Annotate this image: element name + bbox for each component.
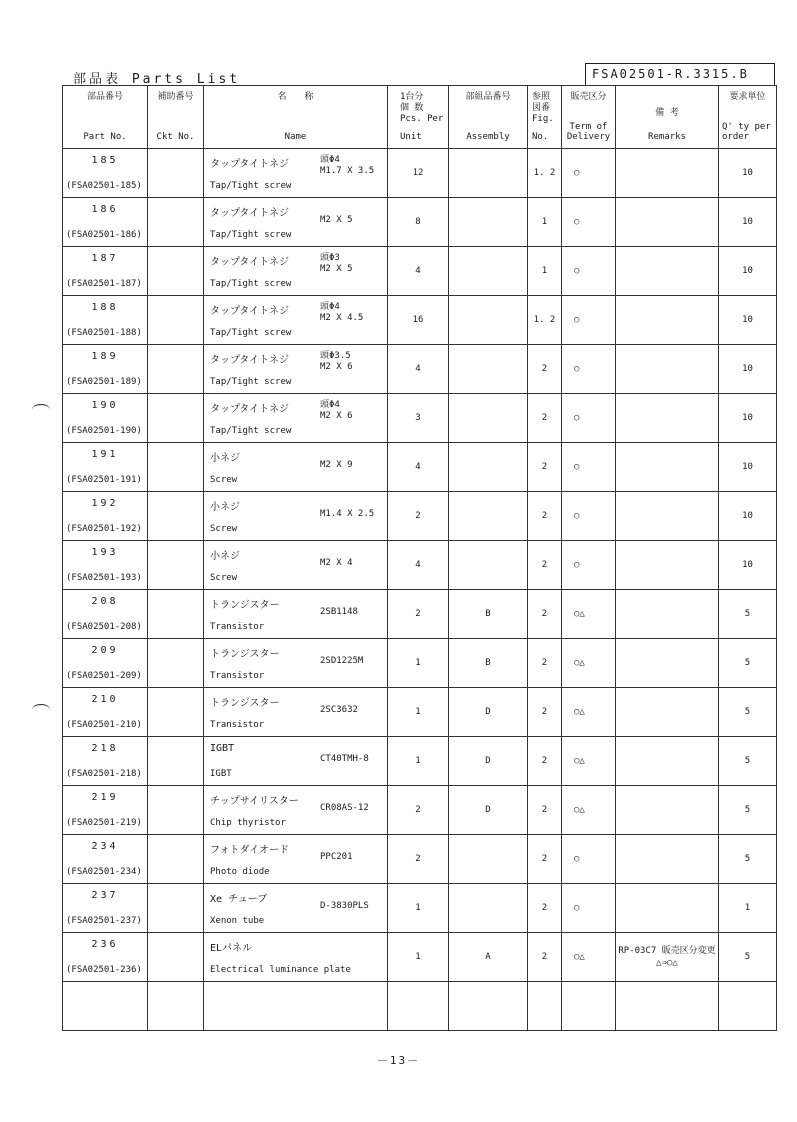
col-qty: 要求単位 Q' ty per order xyxy=(719,86,777,149)
col-pcs: 1台分 個 数 Pcs. Per Unit xyxy=(388,86,449,149)
qty-cell: 5 xyxy=(719,933,777,982)
name-cell xyxy=(204,296,388,345)
table-row xyxy=(63,394,777,443)
part-code: (FSA02501-187) xyxy=(66,279,142,289)
page-title: 部品表 Parts List xyxy=(73,72,241,87)
col-ckt-no: 補助番号 Ckt No. xyxy=(148,86,204,149)
assembly-cell xyxy=(449,198,528,247)
qty-cell: 5 xyxy=(719,737,777,786)
part-number-cell xyxy=(63,982,148,1031)
part-code: (FSA02501-191) xyxy=(66,475,142,485)
table-row xyxy=(63,443,777,492)
term-cell: ○ xyxy=(562,835,616,884)
assembly-cell xyxy=(449,247,528,296)
name-jp: トランジスター xyxy=(210,600,280,611)
part-code: (FSA02501-209) xyxy=(66,671,142,681)
table-row xyxy=(63,737,777,786)
part-code: (FSA02501-185) xyxy=(66,181,142,191)
part-code: (FSA02501-188) xyxy=(66,328,142,338)
part-code: (FSA02501-208) xyxy=(66,622,142,632)
document-number: FSA02501-R.3315.B xyxy=(585,63,775,85)
qty-cell xyxy=(719,982,777,1031)
remarks-cell xyxy=(616,198,719,247)
table-row xyxy=(63,345,777,394)
name-jp: 小ネジ xyxy=(210,551,240,562)
name-jp: チップサイリスター xyxy=(210,796,299,807)
name-en: Tap/Tight screw xyxy=(210,279,292,289)
name-jp: ELパネル xyxy=(210,943,253,954)
name-spec: CT40TMH-8 xyxy=(320,754,369,764)
col-term: 販売区分 Term of Delivery xyxy=(562,86,616,149)
name-spec: 頭Φ3 M2 X 5 xyxy=(320,253,353,274)
ckt-no-cell xyxy=(148,737,204,786)
name-cell xyxy=(204,443,388,492)
part-code: (FSA02501-234) xyxy=(66,867,142,877)
fig-cell: 1. 2 xyxy=(528,149,562,198)
part-number: 186 xyxy=(91,204,119,215)
remarks-cell xyxy=(616,982,719,1031)
fig-cell: 2 xyxy=(528,443,562,492)
fig-cell: 1 xyxy=(528,247,562,296)
ckt-no-cell xyxy=(148,688,204,737)
fig-cell: 2 xyxy=(528,345,562,394)
name-jp: Xe チューブ xyxy=(210,894,268,905)
name-jp: IGBT xyxy=(210,743,235,754)
name-cell xyxy=(204,247,388,296)
part-number-cell xyxy=(63,590,148,639)
name-en: Tap/Tight screw xyxy=(210,230,292,240)
part-number-cell xyxy=(63,345,148,394)
table-row xyxy=(63,590,777,639)
qty-cell: 10 xyxy=(719,492,777,541)
name-jp: フォトダイオード xyxy=(210,845,289,856)
table-row xyxy=(63,247,777,296)
pcs-cell: 2 xyxy=(388,492,449,541)
name-cell xyxy=(204,345,388,394)
name-jp: 小ネジ xyxy=(210,502,240,513)
fig-cell: 2 xyxy=(528,492,562,541)
part-number: 191 xyxy=(91,449,119,460)
qty-cell: 10 xyxy=(719,296,777,345)
name-spec: M1.4 X 2.5 xyxy=(320,509,375,519)
name-cell xyxy=(204,541,388,590)
name-en: Tap/Tight screw xyxy=(210,377,292,387)
term-cell: ○ xyxy=(562,296,616,345)
table-row xyxy=(63,835,777,884)
assembly-cell xyxy=(449,541,528,590)
name-jp: トランジスター xyxy=(210,649,280,660)
part-number-cell xyxy=(63,443,148,492)
qty-cell: 5 xyxy=(719,688,777,737)
assembly-cell: A xyxy=(449,933,528,982)
name-en: Tap/Tight screw xyxy=(210,181,292,191)
name-cell xyxy=(204,884,388,933)
name-en: Transistor xyxy=(210,720,265,730)
assembly-cell xyxy=(449,982,528,1031)
name-spec: M2 X 9 xyxy=(320,460,353,470)
ckt-no-cell xyxy=(148,933,204,982)
term-cell: ○△ xyxy=(562,737,616,786)
name-jp: タップタイトネジ xyxy=(210,355,289,366)
fig-cell: 2 xyxy=(528,737,562,786)
ckt-no-cell xyxy=(148,247,204,296)
name-jp: タップタイトネジ xyxy=(210,404,289,415)
fig-cell: 2 xyxy=(528,590,562,639)
qty-cell: 10 xyxy=(719,345,777,394)
part-number-cell xyxy=(63,737,148,786)
part-number-cell xyxy=(63,786,148,835)
term-cell: ○ xyxy=(562,541,616,590)
name-en: Tap/Tight screw xyxy=(210,328,292,338)
table-row xyxy=(63,492,777,541)
pcs-cell: 8 xyxy=(388,198,449,247)
part-number: 188 xyxy=(91,302,119,313)
name-spec: M2 X 4 xyxy=(320,558,353,568)
name-en: Screw xyxy=(210,573,238,583)
assembly-cell xyxy=(449,345,528,394)
name-cell xyxy=(204,492,388,541)
ckt-no-cell xyxy=(148,982,204,1031)
qty-cell: 5 xyxy=(719,590,777,639)
col-remarks: 備 考 Remarks xyxy=(616,86,719,149)
assembly-cell xyxy=(449,149,528,198)
term-cell: ○△ xyxy=(562,639,616,688)
assembly-cell: D xyxy=(449,688,528,737)
term-cell: ○ xyxy=(562,394,616,443)
pcs-cell: 2 xyxy=(388,786,449,835)
pcs-cell: 3 xyxy=(388,394,449,443)
remarks-cell xyxy=(616,835,719,884)
name-spec: 頭Φ4 M2 X 4.5 xyxy=(320,302,364,323)
qty-cell: 5 xyxy=(719,786,777,835)
page-number: －13－ xyxy=(376,1054,421,1067)
ckt-no-cell xyxy=(148,639,204,688)
assembly-cell: D xyxy=(449,786,528,835)
col-fig: 参照 図番 Fig. No. xyxy=(528,86,562,149)
fig-cell xyxy=(528,982,562,1031)
term-cell xyxy=(562,982,616,1031)
qty-cell: 10 xyxy=(719,541,777,590)
name-cell xyxy=(204,933,388,982)
name-jp: トランジスター xyxy=(210,698,280,709)
name-jp: タップタイトネジ xyxy=(210,159,289,170)
header-row xyxy=(63,86,777,149)
pcs-cell: 1 xyxy=(388,688,449,737)
name-spec: 頭Φ3.5 M2 X 6 xyxy=(320,351,353,372)
remarks-cell xyxy=(616,688,719,737)
table-row xyxy=(63,149,777,198)
part-number-cell xyxy=(63,835,148,884)
pcs-cell: 1 xyxy=(388,639,449,688)
qty-cell: 10 xyxy=(719,149,777,198)
fig-cell: 2 xyxy=(528,541,562,590)
pcs-cell xyxy=(388,982,449,1031)
remarks-cell: RP-03C7 販売区分変更 △⇒○△ xyxy=(616,933,719,982)
pcs-cell: 4 xyxy=(388,443,449,492)
qty-cell: 10 xyxy=(719,247,777,296)
part-code: (FSA02501-186) xyxy=(66,230,142,240)
table-row xyxy=(63,786,777,835)
name-spec: D-3830PLS xyxy=(320,901,369,911)
margin-mark xyxy=(32,404,50,415)
pcs-cell: 1 xyxy=(388,737,449,786)
table-row xyxy=(63,884,777,933)
part-number: 193 xyxy=(91,547,119,558)
ckt-no-cell xyxy=(148,492,204,541)
name-en: Transistor xyxy=(210,622,265,632)
ckt-no-cell xyxy=(148,835,204,884)
pcs-cell: 4 xyxy=(388,541,449,590)
fig-cell: 1 xyxy=(528,198,562,247)
part-number-cell xyxy=(63,198,148,247)
part-number-cell xyxy=(63,247,148,296)
table-row xyxy=(63,639,777,688)
qty-cell: 1 xyxy=(719,884,777,933)
part-number: 209 xyxy=(91,645,119,656)
assembly-cell xyxy=(449,884,528,933)
qty-cell: 10 xyxy=(719,443,777,492)
name-spec: CR08AS-12 xyxy=(320,803,369,813)
qty-cell: 10 xyxy=(719,198,777,247)
name-spec: 頭Φ4 M2 X 6 xyxy=(320,400,353,421)
name-en: Transistor xyxy=(210,671,265,681)
remarks-cell xyxy=(616,149,719,198)
assembly-cell: D xyxy=(449,737,528,786)
remarks-cell xyxy=(616,639,719,688)
term-cell: ○ xyxy=(562,198,616,247)
assembly-cell: B xyxy=(449,639,528,688)
fig-cell: 2 xyxy=(528,639,562,688)
qty-cell: 5 xyxy=(719,639,777,688)
name-cell xyxy=(204,198,388,247)
part-number: 190 xyxy=(91,400,119,411)
fig-cell: 1. 2 xyxy=(528,296,562,345)
ckt-no-cell xyxy=(148,786,204,835)
remarks-cell xyxy=(616,394,719,443)
remarks-cell xyxy=(616,884,719,933)
fig-cell: 2 xyxy=(528,786,562,835)
name-en: IGBT xyxy=(210,769,232,779)
name-cell xyxy=(204,149,388,198)
ckt-no-cell xyxy=(148,296,204,345)
name-spec: M2 X 5 xyxy=(320,215,353,225)
part-number: 237 xyxy=(91,890,119,901)
ckt-no-cell xyxy=(148,198,204,247)
part-number-cell xyxy=(63,149,148,198)
remarks-cell xyxy=(616,590,719,639)
part-code: (FSA02501-237) xyxy=(66,916,142,926)
name-en: Photo diode xyxy=(210,867,270,877)
table-row xyxy=(63,198,777,247)
table-row xyxy=(63,541,777,590)
term-cell: ○△ xyxy=(562,933,616,982)
part-number-cell xyxy=(63,394,148,443)
remarks-cell xyxy=(616,737,719,786)
assembly-cell xyxy=(449,835,528,884)
part-code: (FSA02501-218) xyxy=(66,769,142,779)
margin-mark xyxy=(32,704,50,715)
pcs-cell: 1 xyxy=(388,933,449,982)
name-en: Tap/Tight screw xyxy=(210,426,292,436)
pcs-cell: 2 xyxy=(388,835,449,884)
assembly-cell xyxy=(449,394,528,443)
name-en: Xenon tube xyxy=(210,916,265,926)
col-assembly: 部組品番号 Assembly xyxy=(449,86,528,149)
ckt-no-cell xyxy=(148,149,204,198)
part-number-cell xyxy=(63,541,148,590)
part-code: (FSA02501-193) xyxy=(66,573,142,583)
part-number: 236 xyxy=(91,939,119,950)
part-number: 210 xyxy=(91,694,119,705)
name-cell xyxy=(204,394,388,443)
part-number-cell xyxy=(63,296,148,345)
name-spec: PPC201 xyxy=(320,852,353,862)
qty-cell: 10 xyxy=(719,394,777,443)
name-cell xyxy=(204,737,388,786)
col-part-no: 部品番号 Part No. xyxy=(63,86,148,149)
part-number: 234 xyxy=(91,841,119,852)
part-code: (FSA02501-189) xyxy=(66,377,142,387)
pcs-cell: 2 xyxy=(388,590,449,639)
remarks-cell xyxy=(616,786,719,835)
part-number: 192 xyxy=(91,498,119,509)
part-number: 218 xyxy=(91,743,119,754)
pcs-cell: 16 xyxy=(388,296,449,345)
assembly-cell: B xyxy=(449,590,528,639)
parts-table xyxy=(62,85,777,1031)
term-cell: ○ xyxy=(562,149,616,198)
remarks-cell xyxy=(616,296,719,345)
term-cell: ○ xyxy=(562,884,616,933)
name-cell xyxy=(204,786,388,835)
fig-cell: 2 xyxy=(528,835,562,884)
pcs-cell: 12 xyxy=(388,149,449,198)
term-cell: ○ xyxy=(562,345,616,394)
part-number: 219 xyxy=(91,792,119,803)
name-cell xyxy=(204,590,388,639)
ckt-no-cell xyxy=(148,394,204,443)
name-spec: 2SD1225M xyxy=(320,656,364,666)
name-jp: 小ネジ xyxy=(210,453,240,464)
pcs-cell: 4 xyxy=(388,247,449,296)
part-number-cell xyxy=(63,688,148,737)
remarks-cell xyxy=(616,247,719,296)
pcs-cell: 4 xyxy=(388,345,449,394)
part-number-cell xyxy=(63,933,148,982)
fig-cell: 2 xyxy=(528,688,562,737)
part-code: (FSA02501-192) xyxy=(66,524,142,534)
ckt-no-cell xyxy=(148,590,204,639)
ckt-no-cell xyxy=(148,443,204,492)
part-code: (FSA02501-219) xyxy=(66,818,142,828)
part-number: 187 xyxy=(91,253,119,264)
remarks-cell xyxy=(616,345,719,394)
name-cell xyxy=(204,835,388,884)
col-name: 名 称 Name xyxy=(204,86,388,149)
name-spec: 2SB1148 xyxy=(320,607,358,617)
name-en: Chip thyristor xyxy=(210,818,286,828)
name-en: Screw xyxy=(210,524,238,534)
qty-cell: 5 xyxy=(719,835,777,884)
table-row xyxy=(63,982,777,1031)
name-jp: タップタイトネジ xyxy=(210,306,289,317)
ckt-no-cell xyxy=(148,345,204,394)
term-cell: ○△ xyxy=(562,590,616,639)
name-cell xyxy=(204,639,388,688)
table-row xyxy=(63,933,777,982)
name-en: Electrical luminance plate xyxy=(210,965,351,975)
name-spec: 頭Φ4 M1.7 X 3.5 xyxy=(320,155,375,176)
part-code: (FSA02501-236) xyxy=(66,965,142,975)
assembly-cell xyxy=(449,443,528,492)
assembly-cell xyxy=(449,492,528,541)
term-cell: ○ xyxy=(562,492,616,541)
remarks-cell xyxy=(616,541,719,590)
part-number: 189 xyxy=(91,351,119,362)
part-number: 185 xyxy=(91,155,119,166)
part-code: (FSA02501-210) xyxy=(66,720,142,730)
ckt-no-cell xyxy=(148,884,204,933)
name-en: Screw xyxy=(210,475,238,485)
name-spec: 2SC3632 xyxy=(320,705,358,715)
name-jp: タップタイトネジ xyxy=(210,257,289,268)
name-jp: タップタイトネジ xyxy=(210,208,289,219)
table-row xyxy=(63,688,777,737)
part-number-cell xyxy=(63,639,148,688)
table-row xyxy=(63,296,777,345)
pcs-cell: 1 xyxy=(388,884,449,933)
remarks-cell xyxy=(616,443,719,492)
part-number: 208 xyxy=(91,596,119,607)
name-cell xyxy=(204,982,388,1031)
name-cell xyxy=(204,688,388,737)
ckt-no-cell xyxy=(148,541,204,590)
part-number-cell xyxy=(63,884,148,933)
remarks-cell xyxy=(616,492,719,541)
assembly-cell xyxy=(449,296,528,345)
term-cell: ○ xyxy=(562,247,616,296)
fig-cell: 2 xyxy=(528,933,562,982)
part-number-cell xyxy=(63,492,148,541)
term-cell: ○ xyxy=(562,443,616,492)
fig-cell: 2 xyxy=(528,394,562,443)
part-code: (FSA02501-190) xyxy=(66,426,142,436)
fig-cell: 2 xyxy=(528,884,562,933)
term-cell: ○△ xyxy=(562,688,616,737)
term-cell: ○△ xyxy=(562,786,616,835)
